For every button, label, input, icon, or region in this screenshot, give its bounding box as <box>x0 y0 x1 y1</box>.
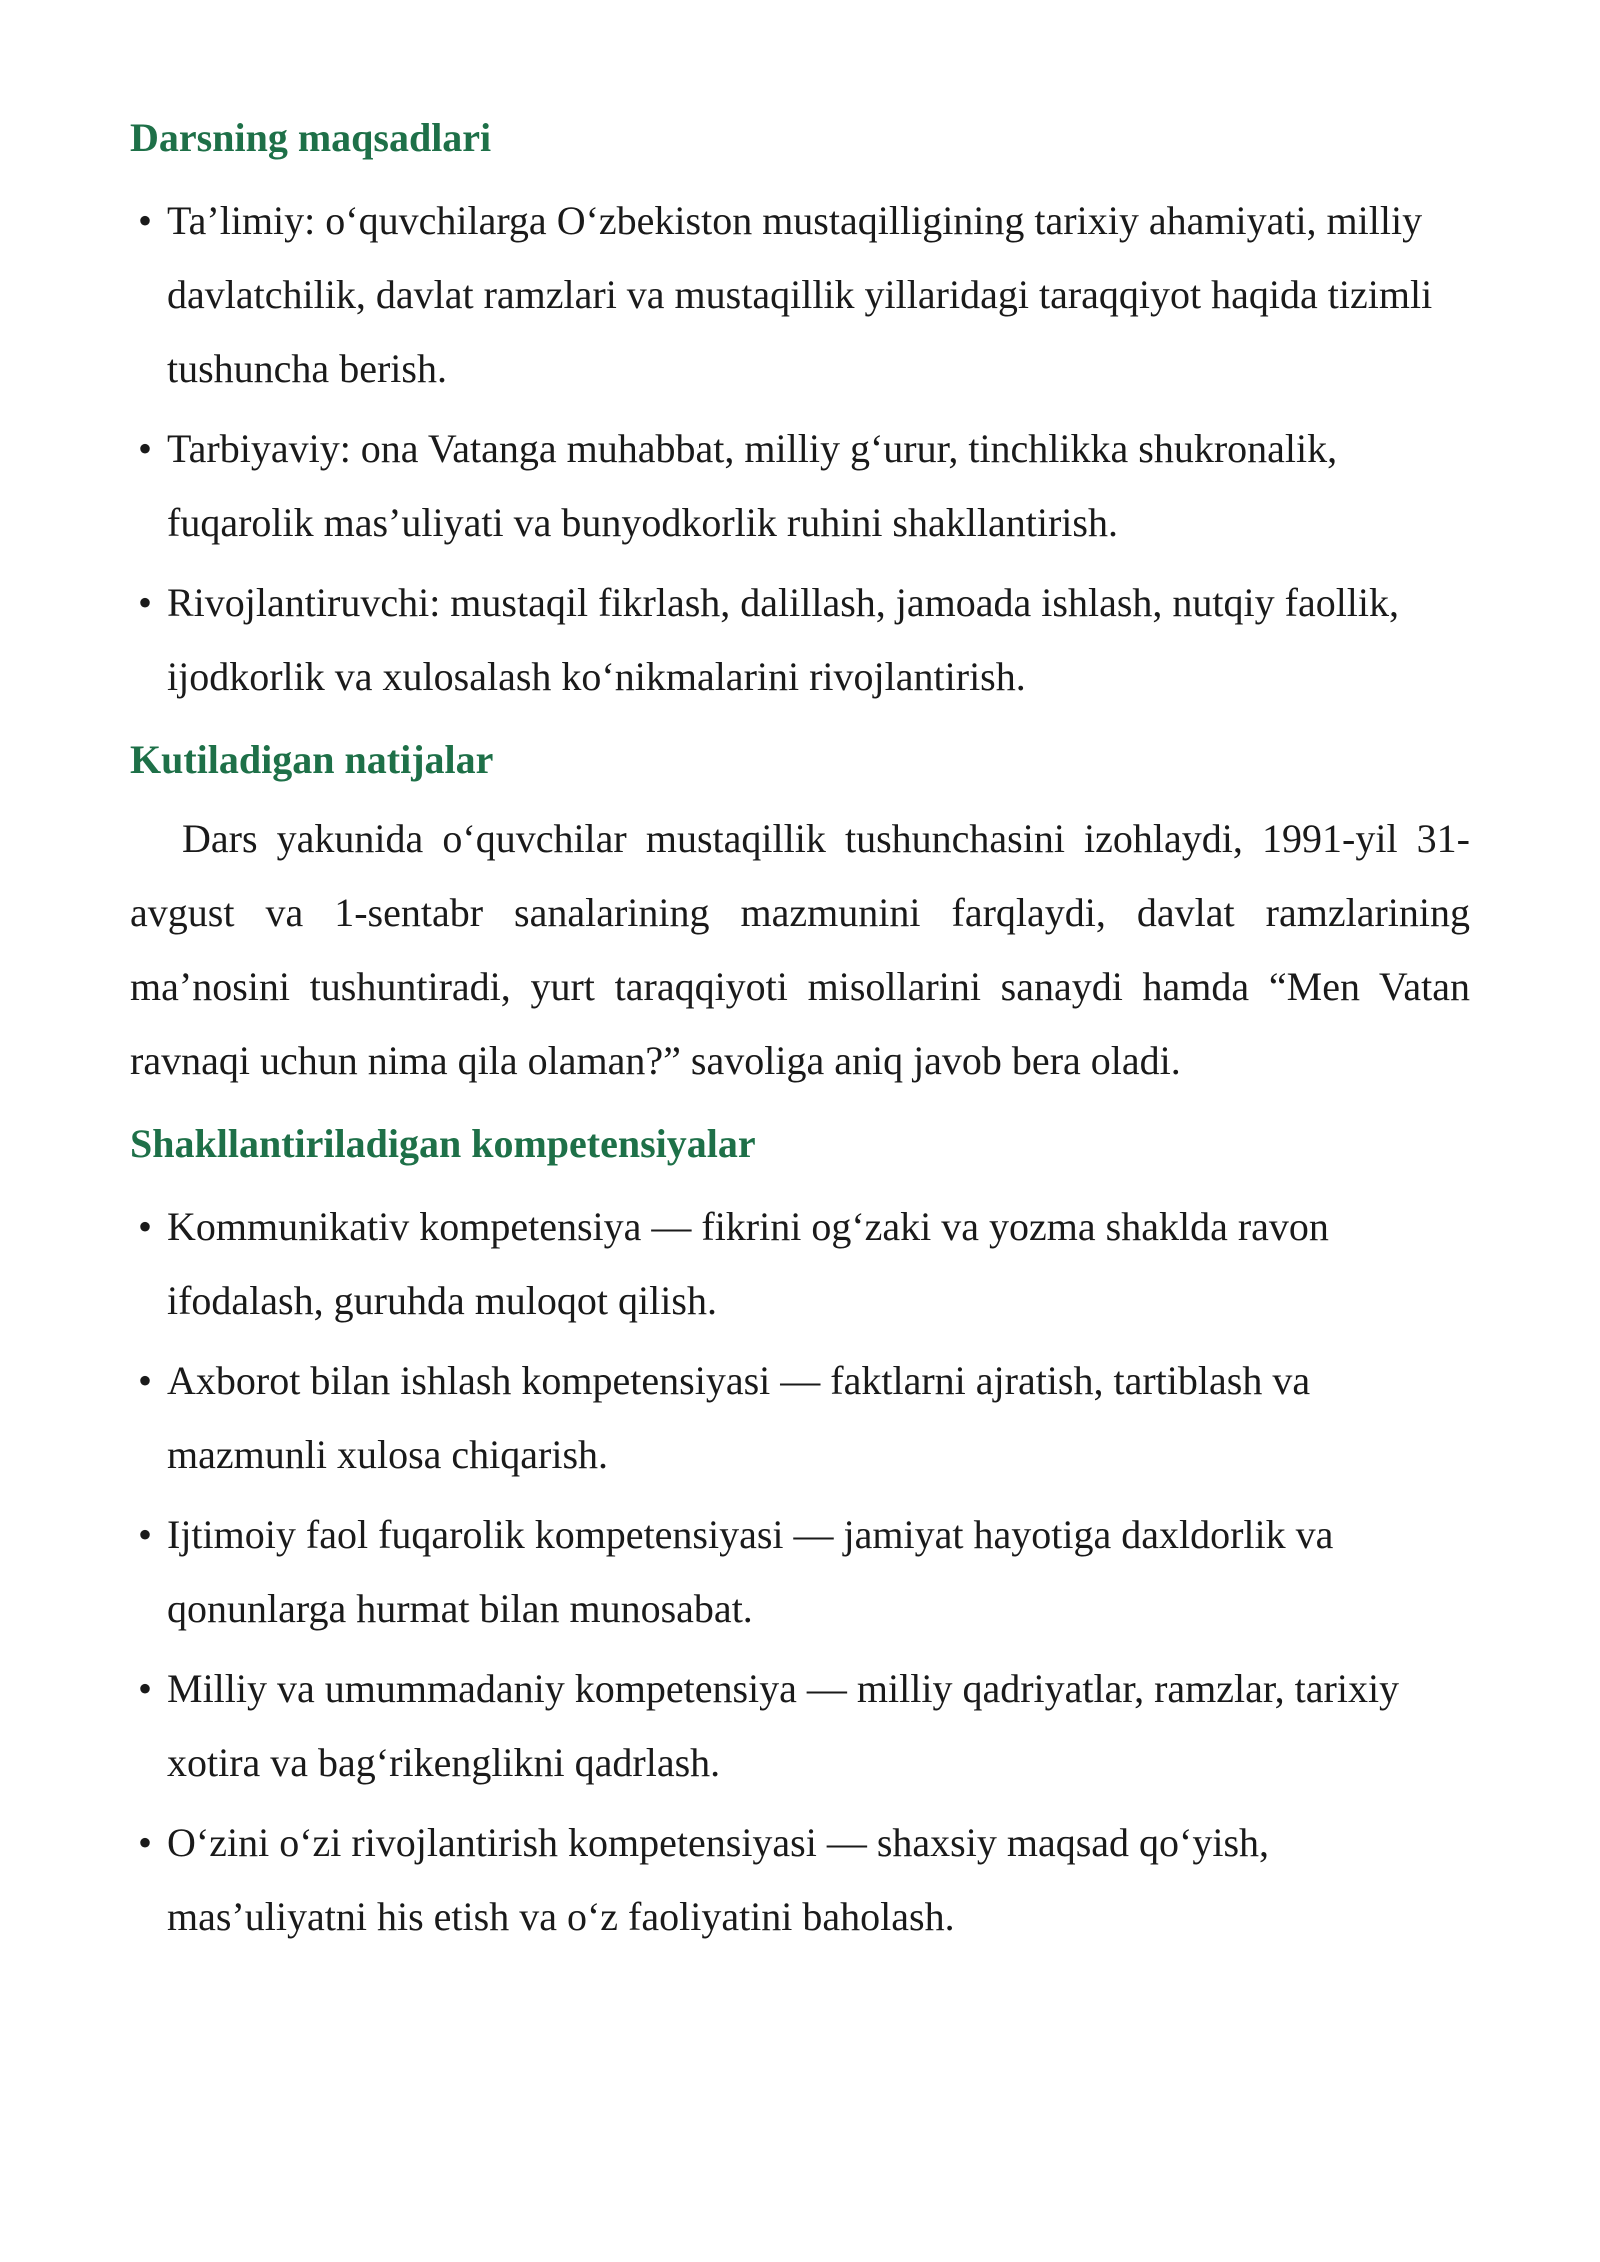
list-item <box>130 412 1470 560</box>
list-item <box>130 1190 1470 1338</box>
list-item <box>130 184 1470 406</box>
section-heading-competencies: Shakllantiriladigan kompetensiyalar <box>130 1121 756 1166</box>
list-item-text: O‘zini o‘zi rivojlantirish kompetensiyasi — shaxsiy maqsad qo‘yish, mas’uliyatni his etish va o‘z faoliyatini baholash. <box>167 1820 1270 1939</box>
list-item <box>130 566 1470 714</box>
list-item <box>130 1806 1470 1954</box>
bullet-icon: • <box>138 1512 153 1557</box>
list-item-text: Rivojlantiruvchi: mustaqil fikrlash, dalillash, jamoada ishlash, nutqiy faollik, ijodkorlik va xulosalash ko‘nikmalarini rivojlantirish. <box>167 580 1400 699</box>
list-item <box>130 1652 1470 1800</box>
list-item <box>130 1498 1470 1646</box>
list-item <box>130 1344 1470 1492</box>
section-heading-goals: Darsning maqsadlari <box>130 115 492 160</box>
section-heading-outcomes: Kutiladigan natijalar <box>130 737 494 782</box>
list-item-text: Ta’limiy: o‘quvchilarga O‘zbekiston mustaqilligining tarixiy ahamiyati, milliy davlatchilik, davlat ramzlari va mustaqillik yillaridagi taraqqiyot haqida tizimli tushuncha berish. <box>167 198 1433 391</box>
bullet-icon: • <box>138 580 153 625</box>
bullet-icon: • <box>138 1820 153 1865</box>
outcomes-paragraph: Dars yakunida o‘quvchilar mustaqillik tushunchasini izohlaydi, 1991-yil 31-avgust va 1-sentabr sanalarining mazmunini farqlaydi, davlat ramzlarining ma’nosini tushuntiradi, yurt taraqqiyoti misollarini sanaydi hamda “Men Vatan ravnaqi uchun nima qila olaman?” savoliga aniq javob bera oladi. <box>130 816 1470 1083</box>
bullet-icon: • <box>138 426 153 471</box>
goals-list <box>130 184 1470 714</box>
list-item-text: Kommunikativ kompetensiya — fikrini og‘zaki va yozma shaklda ravon ifodalash, guruhda muloqot qilish. <box>167 1204 1329 1323</box>
bullet-icon: • <box>138 1358 153 1403</box>
list-item-text: Axborot bilan ishlash kompetensiyasi — faktlarni ajratish, tartiblash va mazmunli xulosa chiqarish. <box>167 1358 1311 1477</box>
list-item-text: Milliy va umummadaniy kompetensiya — milliy qadriyatlar, ramzlar, tarixiy xotira va bag‘rikenglikni qadrlash. <box>167 1666 1400 1785</box>
list-item-text: Ijtimoiy faol fuqarolik kompetensiyasi — jamiyat hayotiga daxldorlik va qonunlarga hurmat bilan munosabat. <box>167 1512 1334 1631</box>
competencies-list <box>130 1190 1470 1954</box>
list-item-text: Tarbiyaviy: ona Vatanga muhabbat, milliy g‘urur, tinchlikka shukronalik, fuqarolik mas’uliyati va bunyodkorlik ruhini shakllantirish. <box>167 426 1338 545</box>
bullet-icon: • <box>138 1204 153 1249</box>
bullet-icon: • <box>138 198 153 243</box>
bullet-icon: • <box>138 1666 153 1711</box>
